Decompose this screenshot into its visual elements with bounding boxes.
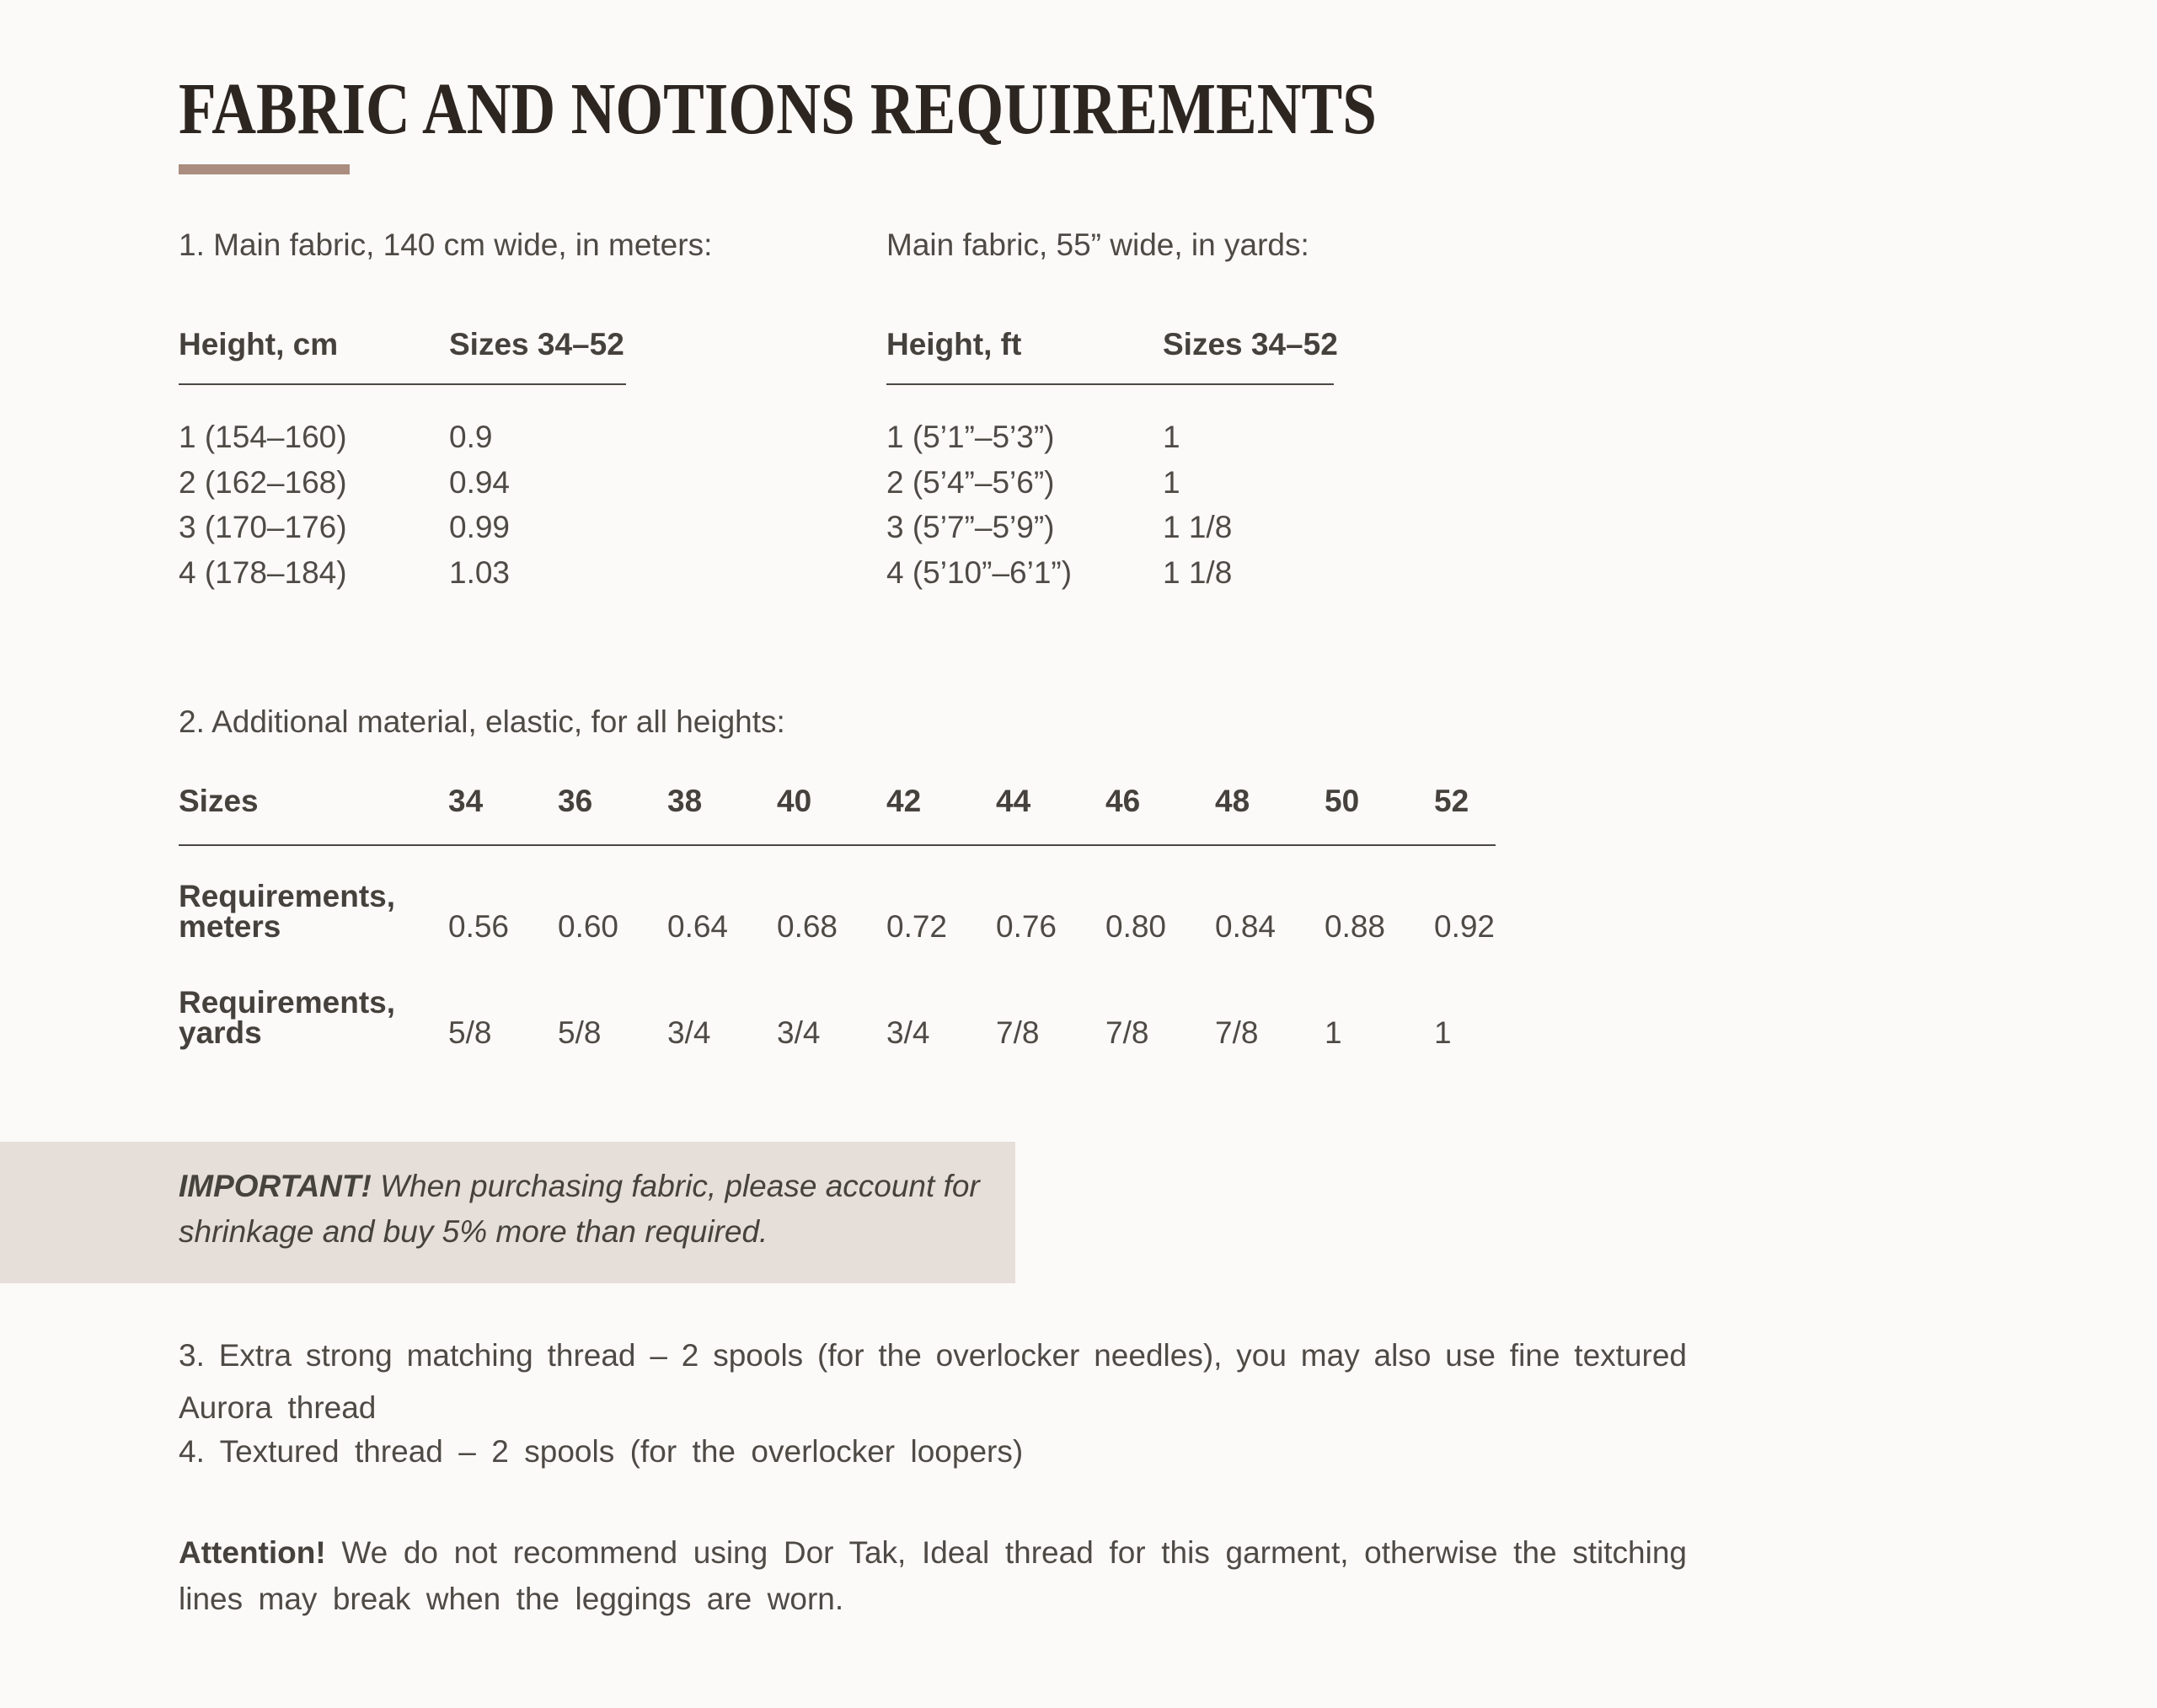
table-row [179,421,650,467]
item4-line: 4. Textured thread – 2 spools (for the overlocker loopers) [179,1434,1024,1469]
value-cell: 0.72 [886,909,948,944]
row-label [179,881,448,942]
section1-heading-metric: 1. Main fabric, 140 cm wide, in meters: [179,228,713,262]
table-body [886,421,1358,602]
table-row [179,511,650,557]
row-label-line1: Requirements, [179,985,396,1020]
height-cell: 4 (178–184) [179,555,347,591]
value-cell: 1.03 [449,555,511,591]
table-header-row [179,329,650,360]
table-row-meters [179,881,1611,942]
size-header: 50 [1325,784,1360,818]
row-label-line1: Requirements, [179,879,396,913]
column-header-sizes: Sizes 34–52 [449,327,624,361]
value-cell: 1 1/8 [1163,510,1233,545]
important-line2: shrinkage and buy 5% more than required. [179,1214,768,1249]
item3-line2: Aurora thread [179,1390,377,1425]
height-cell: 1 (154–160) [179,420,347,454]
value-cell: 1 1/8 [1163,555,1233,591]
value-cell: 0.60 [558,909,619,944]
value-cell: 0.9 [449,420,493,454]
value-cell: 7/8 [1215,1015,1259,1050]
attention-label: Attention! [179,1535,326,1570]
height-cell: 1 (5’1”–5’3”) [886,420,1055,454]
page-title: FABRIC AND NOTIONS REQUIREMENTS [179,67,1377,149]
attention-line2: lines may break when the leggings are worn. [179,1582,844,1616]
value-cell: 0.68 [777,909,838,944]
value-cell: 3/4 [667,1015,711,1050]
section2-heading: 2. Additional material, elastic, for all heights: [179,704,785,739]
elastic-table [179,785,1611,1106]
height-cell: 2 (5’4”–5’6”) [886,464,1055,500]
value-cell: 0.94 [449,464,511,500]
value-cell: 0.88 [1325,909,1386,944]
title-accent-bar [179,164,350,174]
value-cell: 5/8 [448,1015,492,1050]
table-header-row [886,329,1358,360]
section1-heading-imperial: Main fabric, 55” wide, in yards: [886,228,1309,262]
size-header: 34 [448,784,484,818]
table-row [886,557,1358,602]
value-cell: 7/8 [996,1015,1040,1050]
important-note-text [179,1164,980,1255]
value-cell: 3/4 [886,1015,930,1050]
row-label-line2: meters [179,909,281,944]
attention-line1-text: We do not recommend using Dor Tak, Ideal thread for this garment, otherwise the stitching [341,1535,1688,1570]
size-header: 42 [886,784,922,818]
row-label-line2: yards [179,1015,262,1050]
column-header-height-cm: Height, cm [179,327,339,361]
important-label: IMPORTANT! [179,1169,372,1203]
table-row-yards [179,985,1611,1050]
table-row [886,464,1358,512]
main-fabric-table-imperial [886,329,1358,615]
table-rule [886,383,1334,385]
value-cell: 0.80 [1105,909,1167,944]
important-line1: When purchasing fabric, please account for [380,1169,980,1203]
height-cell: 3 (170–176) [179,510,347,545]
column-header-sizes: Sizes 34–52 [1163,327,1338,361]
value-cell: 0.56 [448,909,510,944]
important-note-box [0,1142,1015,1283]
value-cell: 7/8 [1105,1015,1149,1050]
table-row [886,421,1358,467]
table-header-row [179,785,1611,817]
column-header-sizes: Sizes [179,784,259,818]
height-cell: 3 (5’7”–5’9”) [886,510,1055,545]
size-header: 52 [1434,784,1469,818]
row-label [179,985,448,1050]
size-header: 48 [1215,784,1250,818]
value-cell: 1 [1163,420,1180,454]
table-body [179,421,650,602]
value-cell: 1 [1325,1015,1342,1050]
size-header: 38 [667,784,703,818]
table-row [179,464,650,512]
column-header-height-ft: Height, ft [886,327,1022,361]
value-cell: 0.99 [449,510,511,545]
value-cell: 0.92 [1434,909,1496,944]
value-cell: 0.76 [996,909,1057,944]
value-cell: 3/4 [777,1015,821,1050]
table-row [886,511,1358,557]
attention-line1 [179,1529,1687,1577]
value-cell: 1 [1434,1015,1452,1050]
value-cell: 0.84 [1215,909,1277,944]
value-cell: 5/8 [558,1015,602,1050]
size-header: 36 [558,784,593,818]
size-header: 40 [777,784,812,818]
height-cell: 2 (162–168) [179,464,347,500]
main-fabric-table-metric [179,329,650,615]
table-rule [179,844,1496,846]
item3-line1: 3. Extra strong matching thread – 2 spools (for the overlocker needles), you may also use fine textured [179,1338,1687,1373]
value-cell: 1 [1163,464,1180,500]
size-header: 46 [1105,784,1141,818]
table-rule [179,383,626,385]
size-header: 44 [996,784,1031,818]
value-cell: 0.64 [667,909,729,944]
height-cell: 4 (5’10”–6’1”) [886,555,1073,591]
table-row [179,557,650,602]
